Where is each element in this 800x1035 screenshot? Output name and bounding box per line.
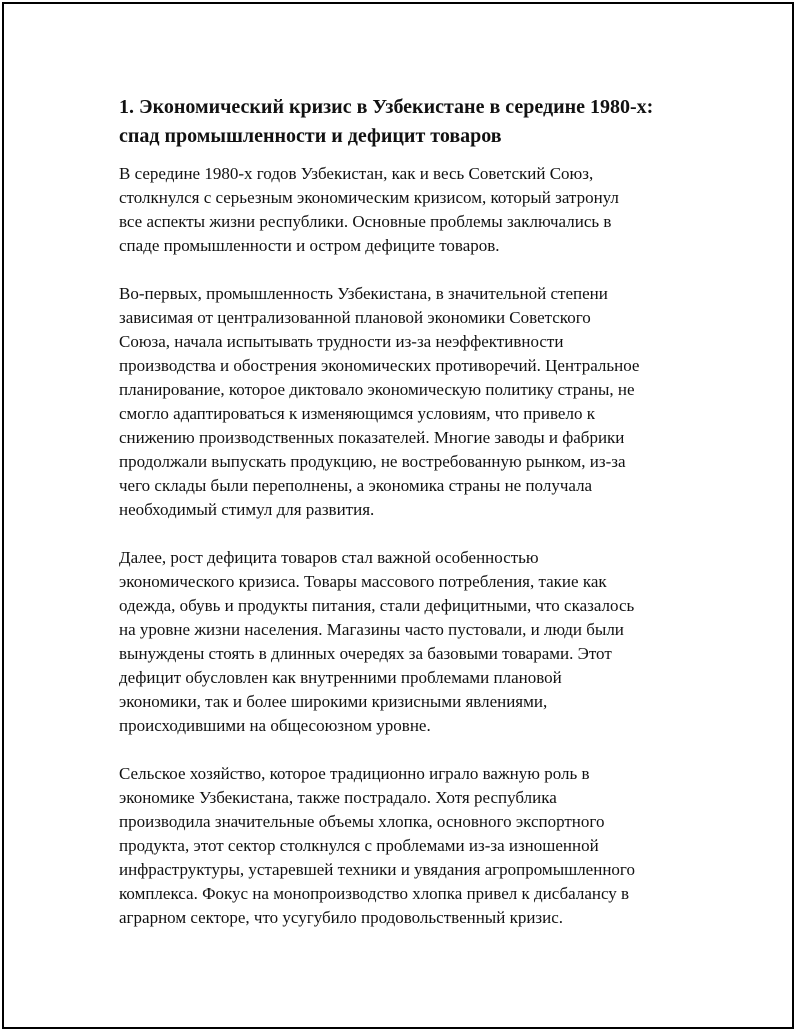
paragraph-industry: Во-первых, промышленность Узбекистана, в значительной степени зависимая от централизованной плановой экономики Советского Союза, начала испытывать трудности из-за неэффективности производства и обострения экономических противоречий. Центральное планирование, которое диктовало экономическую политику страны, не смогло адаптироваться к изменяющимся условиям, что привело к снижению производственных показателей. Многие заводы и фабрики продолжали выпускать продукцию, не востребованную рынком, из-за чего склады были переполнены, а экономика страны не получала необходимый стимул для развития. (119, 284, 640, 519)
document-body (119, 93, 689, 954)
paragraph-intro: В середине 1980-х годов Узбекистан, как и весь Советский Союз, столкнулся с серьезным экономическим кризисом, который затронул все аспекты жизни республики. Основные проблемы заключались в спаде промышленности и остром дефиците товаров. (119, 164, 619, 255)
paragraph-shortage: Далее, рост дефицита товаров стал важной особенностью экономического кризиса. Товары массового потребления, такие как одежда, обувь и продукты питания, стали дефицитными, что сказалось на уровне жизни населения. Магазины часто пустовали, и люди были вынуждены стоять в длинных очередях за базовыми товарами. Этот дефицит обусловлен как внутренними проблемами плановой экономики, так и более широкими кризисными явлениями, происходившими на общесоюзном уровне. (119, 548, 635, 735)
section-title: 1. Экономический кризис в Узбекистане в середине 1980-х: спад промышленности и дефицит товаров (119, 96, 654, 147)
paragraph-agriculture: Сельское хозяйство, которое традиционно играло важную роль в экономике Узбекистана, также пострадало. Хотя республика производила значительные объемы хлопка, основного экспортного продукта, этот сектор столкнулся с проблемами из-за изношенной инфраструктуры, устаревшей техники и увядания агропромышленного комплекса. Фокус на монопроизводство хлопка привел к дисбалансу в аграрном секторе, что усугубило продовольственный кризис. (119, 764, 635, 927)
